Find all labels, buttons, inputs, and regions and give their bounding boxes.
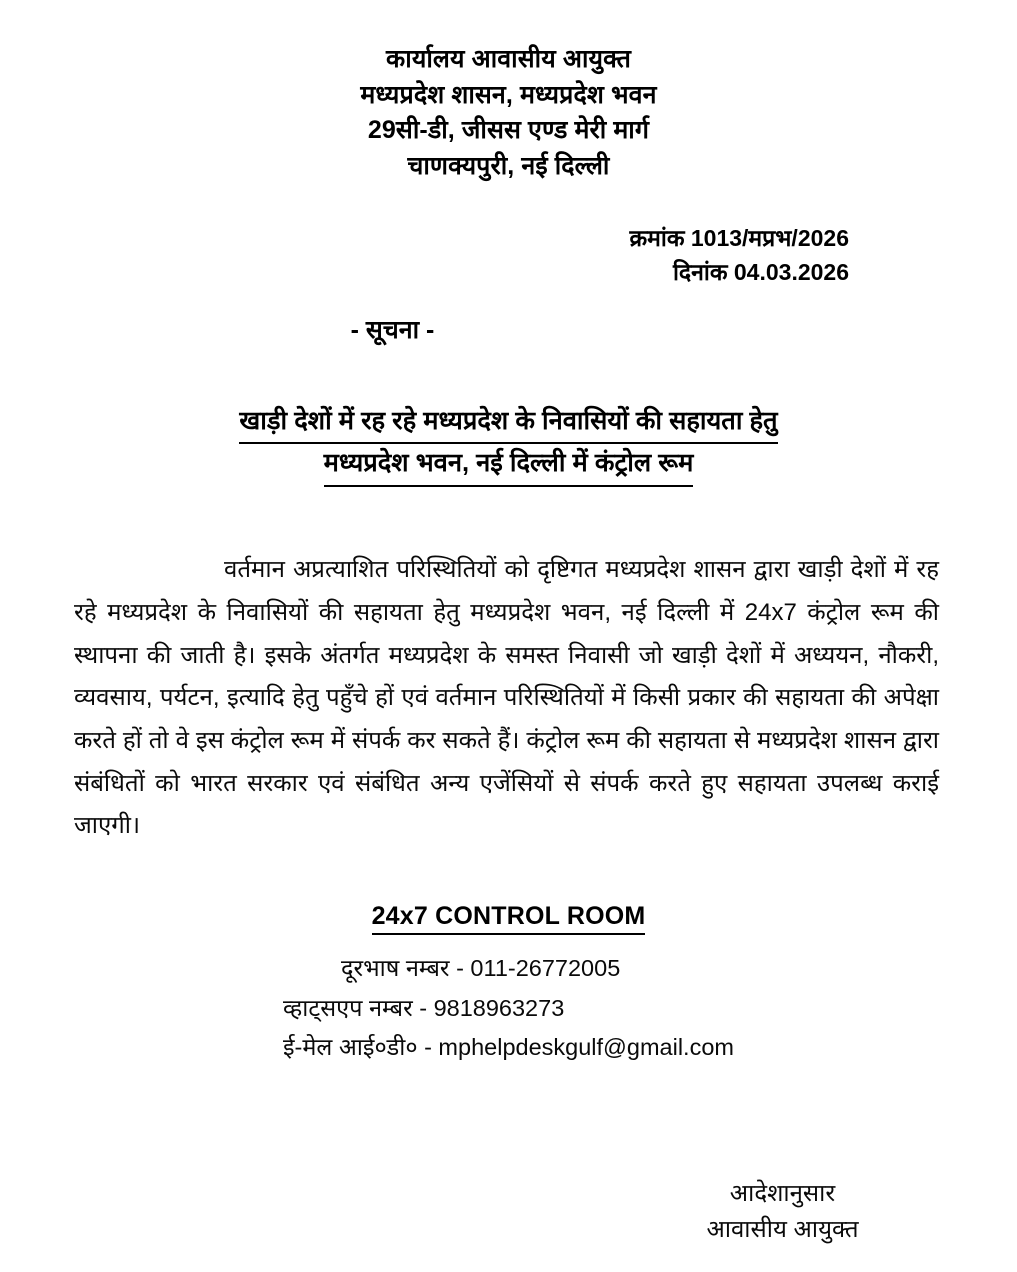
page-title-text-1: खाड़ी देशों में रह रहे मध्यप्रदेश के निवासियों की सहायता हेतु <box>239 402 777 445</box>
page-title <box>72 402 945 488</box>
letterhead-city-address: चाणक्यपुरी, नई दिल्ली <box>407 151 610 180</box>
signature-by-order: आदेशानुसार <box>729 1179 836 1207</box>
contact-details-list <box>283 949 734 1067</box>
contact-phone: दूरभाष नम्बर - 011-26772005 <box>341 955 621 982</box>
page-title-line-1 <box>72 402 945 445</box>
body-paragraph: वर्तमान अप्रत्याशित परिस्थितियों को दृष्टिगत मध्यप्रदेश शासन द्वारा खाड़ी देशों में रह रहे मध्यप्रदेश के निवासियों की सहायता हेतु मध्यप्रदेश भवन, नई दिल्ली में 24x7 कंट्रोल रूम की स्थापना की जाती है। इसके अंतर्गत मध्यप्रदेश के समस्त निवासी जो खाड़ी देशों में अध्ययन, नौकरी, व्यवसाय, पर्यटन, इत्यादि हेतु पहुँचे हों एवं वर्तमान परिस्थितियों में किसी प्रकार की सहायता की अपेक्षा करते हों तो वे इस कंट्रोल रूम में संपर्क कर सकते हैं। कंट्रोल रूम की सहायता से मध्यप्रदेश शासन द्वारा संबंधितों को भारत सरकार एवं संबंधित अन्य एजेंसियों से संपर्क करते हुए सहायता उपलब्ध कराई जाएगी। <box>74 556 939 840</box>
letterhead-department: मध्यप्रदेश शासन, मध्यप्रदेश भवन <box>360 80 657 109</box>
page-title-text-2: मध्यप्रदेश भवन, नई दिल्ली में कंट्रोल रूम <box>324 444 694 487</box>
control-room-heading <box>72 902 945 935</box>
reference-number: क्रमांक 1013/मप्रभ/2026 <box>629 225 849 251</box>
notice-label: - सूचना - <box>350 315 435 344</box>
control-room-contact-block <box>72 902 945 1067</box>
notice-label-wrapper <box>72 312 945 346</box>
letterhead-office-name: कार्यालय आवासीय आयुक्त <box>386 45 631 73</box>
body-text <box>72 549 945 848</box>
contact-whatsapp: व्हाट्सएप नम्बर - 9818963273 <box>283 994 565 1021</box>
letterhead-street-address: 29सी-डी, जीसस एण्ड मेरी मार्ग <box>367 116 650 144</box>
signature-designation: आवासीय आयुक्त <box>706 1216 859 1243</box>
reference-date: दिनांक 04.03.2026 <box>672 258 849 285</box>
page-title-line-2 <box>72 444 945 487</box>
letterhead <box>72 42 945 184</box>
control-room-heading-text: 24x7 CONTROL ROOM <box>372 902 646 935</box>
contact-email: ई-मेल आई०डी० - mphelpdeskgulf@gmail.com <box>283 1034 734 1061</box>
signature-block <box>72 1176 945 1249</box>
reference-block <box>72 222 945 290</box>
